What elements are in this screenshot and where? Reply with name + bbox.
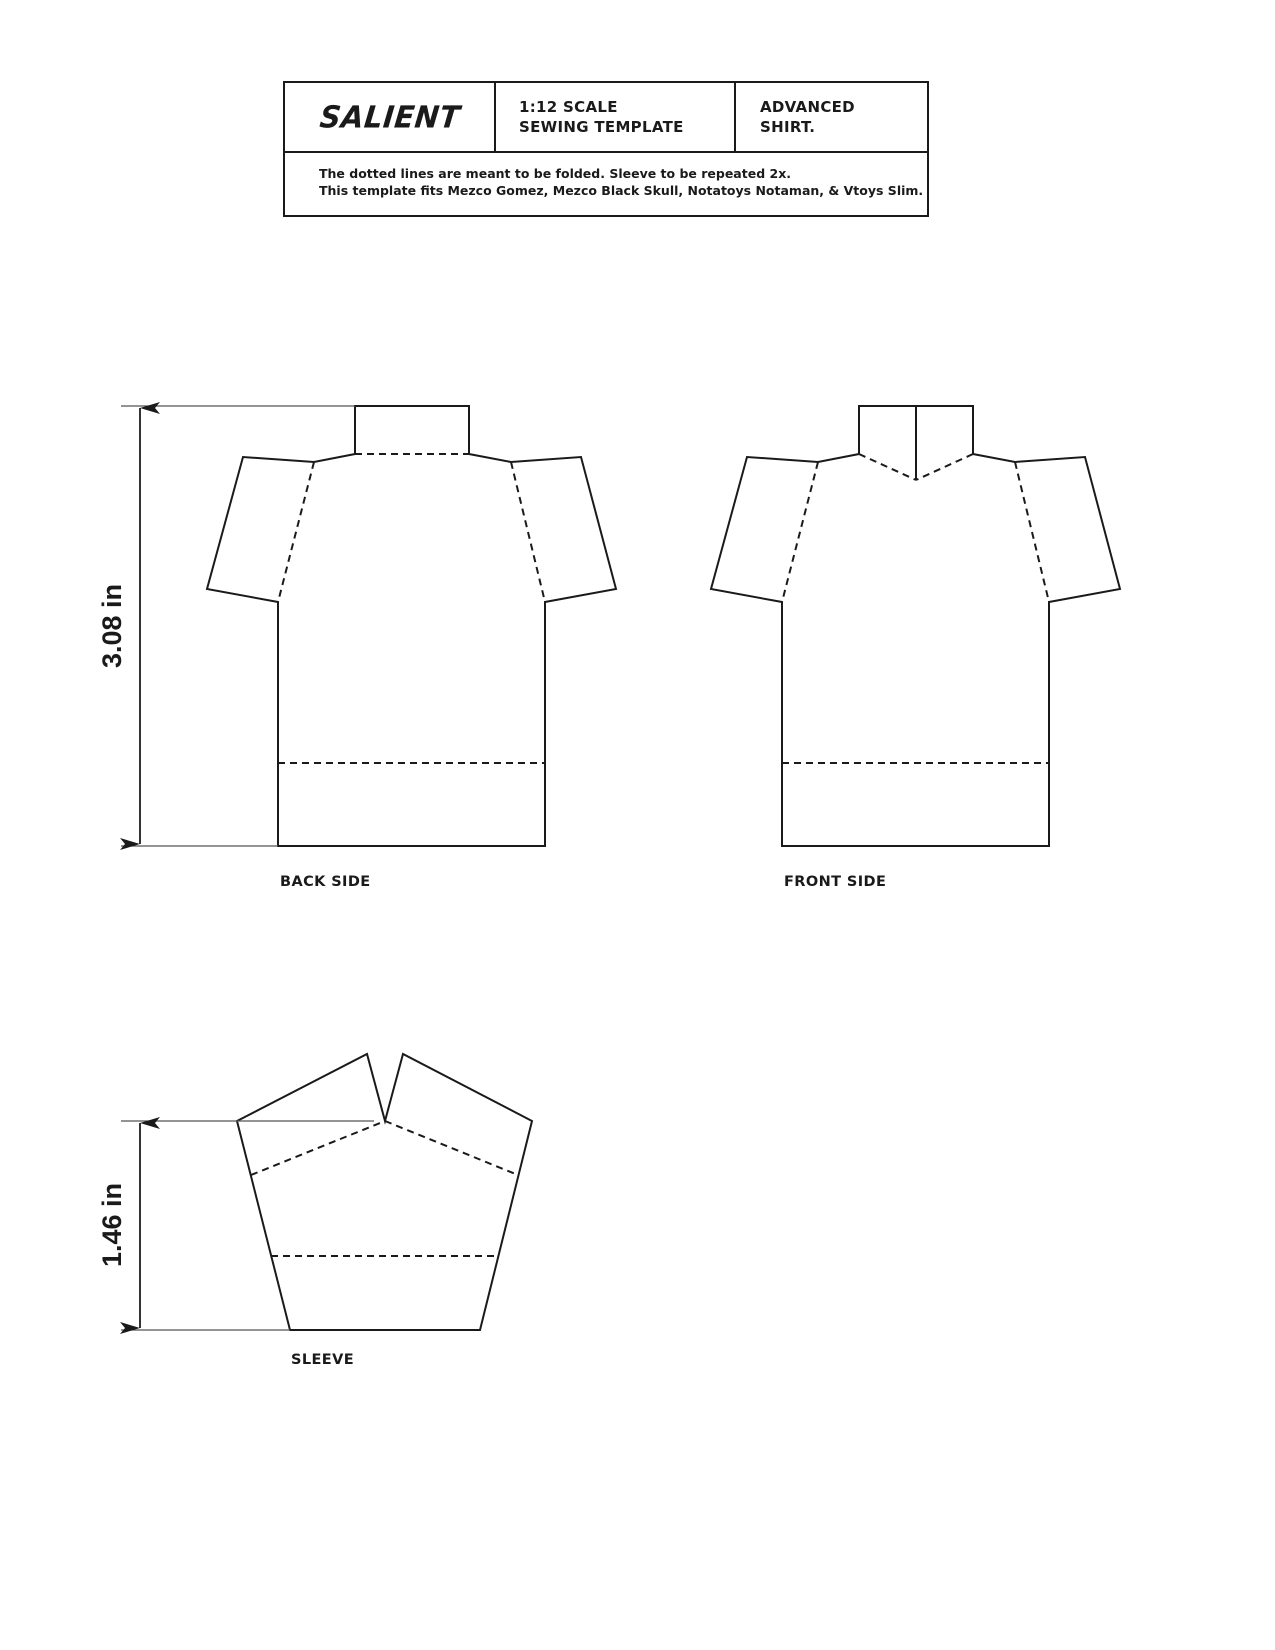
- scale-label: 1:12 SCALE: [519, 98, 618, 116]
- sleeve-label: SLEEVE: [291, 1352, 355, 1368]
- sleeve-height-dimension-label: 1.46 in: [97, 1182, 127, 1268]
- height-dimension-sleeve: [121, 1121, 374, 1330]
- garment-title-line-1: ADVANCED: [760, 98, 855, 116]
- instruction-fold: The dotted lines are meant to be folded. Sleeve to be repeated 2x.: [319, 166, 792, 181]
- garment-title-line-2: SHIRT.: [760, 118, 816, 136]
- front-side-label: FRONT SIDE: [784, 874, 887, 890]
- front-side-piece: [711, 406, 1120, 846]
- instruction-fit: This template fits Mezco Gomez, Mezco Black Skull, Notatoys Notaman, & Vtoys Slim.: [319, 183, 924, 198]
- back-side-label: BACK SIDE: [280, 874, 371, 890]
- back-height-dimension-label: 3.08 in: [97, 583, 127, 669]
- sleeve-piece: [237, 1054, 532, 1330]
- back-side-piece: [207, 406, 616, 846]
- brand-logo: SALIENT: [317, 99, 462, 135]
- template-type-label: SEWING TEMPLATE: [519, 118, 684, 136]
